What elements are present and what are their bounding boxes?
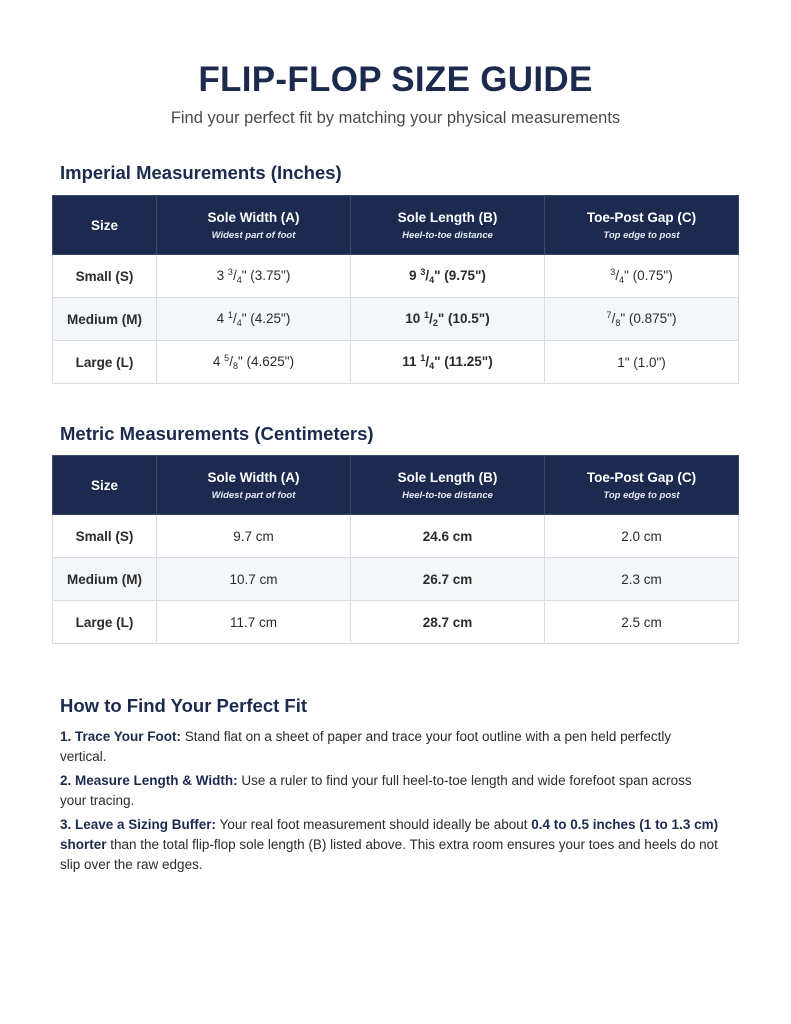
sole-length-cell: 11 $^1/_4$" (11.25"): [351, 341, 545, 384]
table-row: [53, 515, 739, 558]
column-header-toe-post-gap: Toe-Post Gap (C) Top edge to post: [545, 456, 739, 515]
sole-length-cell: 10 $^1/_2$" (10.5"): [351, 298, 545, 341]
sole-width-cell: 9.7 cm: [157, 515, 351, 558]
size-cell: Large (L): [53, 601, 157, 644]
column-header-sole-length: Sole Length (B) Heel-to-toe distance: [351, 196, 545, 255]
table-header-row: [53, 196, 739, 255]
column-header-size: Size: [53, 196, 157, 255]
sole-length-cell: 26.7 cm: [351, 558, 545, 601]
column-header-size: Size: [53, 456, 157, 515]
step-emphasis: 0.4 to 0.5 inches (1 to 1.3 cm) shorter: [60, 817, 719, 852]
imperial-section-title: Imperial Measurements (Inches): [60, 162, 342, 183]
toe-post-gap-cell: $^7/_8$" (0.875"): [545, 298, 739, 341]
table-header-row: [53, 456, 739, 515]
instruction-step: [60, 727, 720, 767]
instruction-step: [60, 815, 720, 875]
size-cell: Small (S): [53, 255, 157, 298]
sole-width-cell: 4 $^5/_8$" (4.625"): [157, 341, 351, 384]
metric-section-title: Metric Measurements (Centimeters): [60, 423, 374, 444]
size-cell: Large (L): [53, 341, 157, 384]
column-header-sole-width: Sole Width (A) Widest part of foot: [157, 196, 351, 255]
step-text: Your real foot measurement should ideally be about: [216, 817, 532, 832]
instructions-list: [60, 727, 720, 879]
sole-width-cell: 11.7 cm: [157, 601, 351, 644]
step-label: 1. Trace Your Foot:: [60, 729, 182, 744]
step-text: than the total flip-flop sole length (B) listed above. This extra room ensures your toes and heels do not slip over the raw edges.: [60, 837, 718, 872]
table-row: [53, 558, 739, 601]
toe-post-gap-cell: $^3/_4$" (0.75"): [545, 255, 739, 298]
toe-post-gap-cell: 1" (1.0"): [545, 341, 739, 384]
step-label: 2. Measure Length & Width:: [60, 773, 238, 788]
table-row: [53, 298, 739, 341]
size-cell: Small (S): [53, 515, 157, 558]
column-header-sole-length: Sole Length (B) Heel-to-toe distance: [351, 456, 545, 515]
sole-width-cell: 4 $^1/_4$" (4.25"): [157, 298, 351, 341]
sole-length-cell: 9 $^3/_4$" (9.75"): [351, 255, 545, 298]
page-subtitle: Find your perfect fit by matching your physical measurements: [170, 109, 621, 127]
column-header-toe-post-gap: Toe-Post Gap (C) Top edge to post: [545, 196, 739, 255]
size-cell: Medium (M): [53, 558, 157, 601]
sole-length-cell: 24.6 cm: [351, 515, 545, 558]
size-cell: Medium (M): [53, 298, 157, 341]
step-text: Use a ruler to find your full heel-to-toe length and wide forefoot span across your tracing.: [60, 773, 692, 808]
sole-length-cell: 28.7 cm: [351, 601, 545, 644]
page-title: FLIP-FLOP SIZE GUIDE: [198, 60, 593, 99]
instruction-step: [60, 771, 720, 811]
imperial-table: [52, 195, 739, 384]
toe-post-gap-cell: 2.5 cm: [545, 601, 739, 644]
instructions-title: How to Find Your Perfect Fit: [60, 695, 308, 716]
step-text: Stand flat on a sheet of paper and trace your foot outline with a pen held perfectly vertical.: [60, 729, 672, 764]
sole-width-cell: 10.7 cm: [157, 558, 351, 601]
column-header-sole-width: Sole Width (A) Widest part of foot: [157, 456, 351, 515]
metric-table: [52, 455, 739, 644]
sole-width-cell: 3 $^3/_4$" (3.75"): [157, 255, 351, 298]
table-row: [53, 341, 739, 384]
toe-post-gap-cell: 2.0 cm: [545, 515, 739, 558]
table-row: [53, 601, 739, 644]
step-label: 3. Leave a Sizing Buffer:: [60, 817, 217, 832]
toe-post-gap-cell: 2.3 cm: [545, 558, 739, 601]
table-row: [53, 255, 739, 298]
